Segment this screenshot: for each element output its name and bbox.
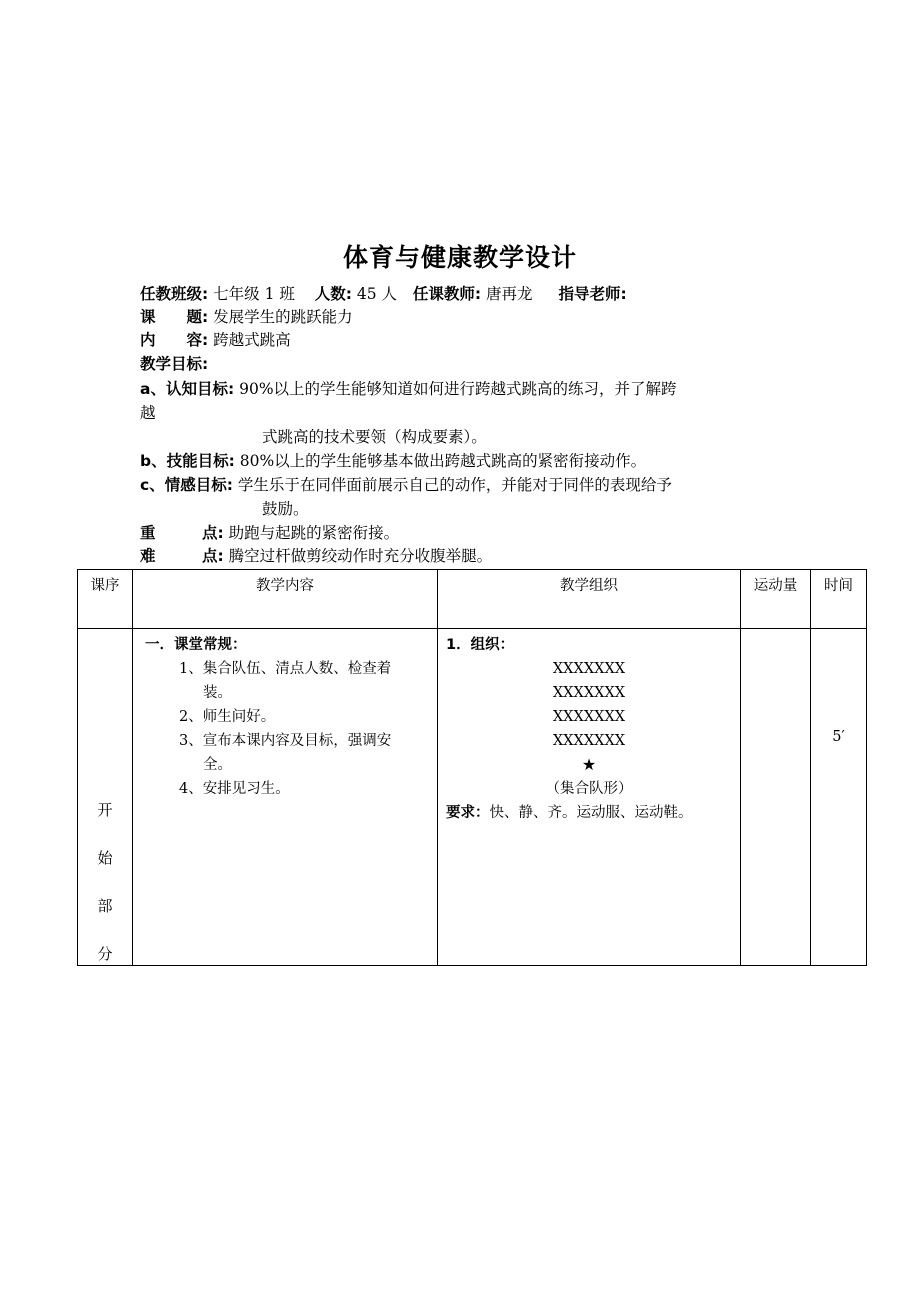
header-organization: 教学组织 (438, 570, 741, 629)
section-char: 开 (97, 801, 113, 819)
list-item: 1、集合队伍、清点人数、检查着 (179, 661, 392, 677)
goal-a-line (140, 378, 677, 400)
header-time: 时间 (811, 570, 867, 629)
table-row (78, 629, 867, 966)
goals-label: 教学目标: (140, 355, 209, 373)
formation-row: XXXXXXX (552, 661, 626, 677)
difficulty-line (140, 545, 492, 567)
header-section: 课序 (78, 570, 133, 629)
key-point-label: 重 点: (140, 524, 224, 542)
key-point-value: 助跑与起跳的紧密衔接。 (228, 524, 400, 542)
goal-a-label: a、认知目标: (140, 380, 235, 398)
difficulty-value: 腾空过杆做剪绞动作时充分收腹举腿。 (228, 547, 493, 565)
content-label: 内 容: (140, 331, 209, 349)
goal-b-label: b、技能目标: (140, 452, 235, 470)
time-value: 5′ (832, 729, 845, 745)
teacher-label: 任课教师: (412, 285, 482, 303)
load-cell (741, 629, 811, 966)
list-item: 4、安排见习生。 (179, 781, 290, 797)
topic-value: 发展学生的跳跃能力 (213, 308, 353, 326)
goal-c-line (140, 474, 672, 496)
section-char: 始 (97, 849, 113, 867)
topic-label: 课 题: (140, 308, 209, 326)
goal-a-value: 90%以上的学生能够知道如何进行跨越式跳高的练习，并了解跨 (239, 380, 677, 398)
info-line (140, 283, 627, 305)
goal-a-wrap (140, 402, 156, 424)
goal-b-line (140, 450, 646, 472)
topic-line (140, 306, 353, 328)
section-cell (78, 629, 133, 966)
goal-c-label: c、情感目标: (140, 476, 233, 494)
requirement-label: 要求： (446, 805, 490, 821)
time-cell (811, 629, 867, 966)
count-label: 人数: (314, 285, 352, 303)
teacher-value: 唐再龙 (486, 285, 533, 303)
count-value: 45 人 (356, 285, 398, 303)
goals-heading (140, 353, 208, 375)
class-label: 任教班级: (140, 285, 209, 303)
goal-a-wrap-text: 越 (140, 404, 156, 422)
formation-row: XXXXXXX (552, 709, 626, 725)
formation-row: XXXXXXX (552, 685, 626, 701)
content-heading: 一．课堂常规： (145, 637, 247, 653)
section-char: 分 (97, 945, 113, 963)
teacher-star-icon: ★ (581, 755, 597, 774)
requirement-value: 快、静、齐。运动服、运动鞋。 (489, 805, 693, 821)
list-item-cont: 全。 (203, 757, 232, 773)
requirement-line (446, 801, 732, 825)
class-value: 七年级 1 班 (213, 285, 295, 303)
goal-b-value: 80%以上的学生能够基本做出跨越式跳高的紧密衔接动作。 (239, 452, 647, 470)
formation-row: XXXXXXX (552, 733, 626, 749)
organization-heading: 1．组织： (446, 637, 515, 653)
key-point-line (140, 522, 399, 544)
advisor-label: 指导老师: (558, 285, 627, 303)
header-content: 教学内容 (133, 570, 438, 629)
goal-c-line-2 (262, 498, 309, 520)
goal-a-line-2 (262, 426, 487, 448)
section-char: 部 (97, 897, 113, 915)
goal-c-value: 学生乐于在同伴面前展示自己的动作，并能对于同伴的表现给予 (237, 476, 672, 494)
organization-cell (438, 629, 741, 966)
table-header-row (78, 570, 867, 629)
difficulty-label: 难 点: (140, 547, 224, 565)
page-title: 体育与健康教学设计 (342, 243, 577, 272)
list-item: 2、师生问好。 (179, 709, 276, 725)
goal-c-value-2: 鼓励。 (262, 500, 309, 518)
list-item: 3、宣布本课内容及目标，强调安 (179, 733, 392, 749)
formation-caption: （集合队形） (545, 781, 633, 797)
lesson-table (77, 569, 867, 966)
header-load: 运动量 (741, 570, 811, 629)
list-item-cont: 装。 (203, 685, 232, 701)
goal-a-value-2: 式跳高的技术要领（构成要素）。 (262, 428, 487, 446)
content-value: 跨越式跳高 (213, 331, 291, 349)
content-cell (133, 629, 438, 966)
content-line (140, 329, 291, 351)
